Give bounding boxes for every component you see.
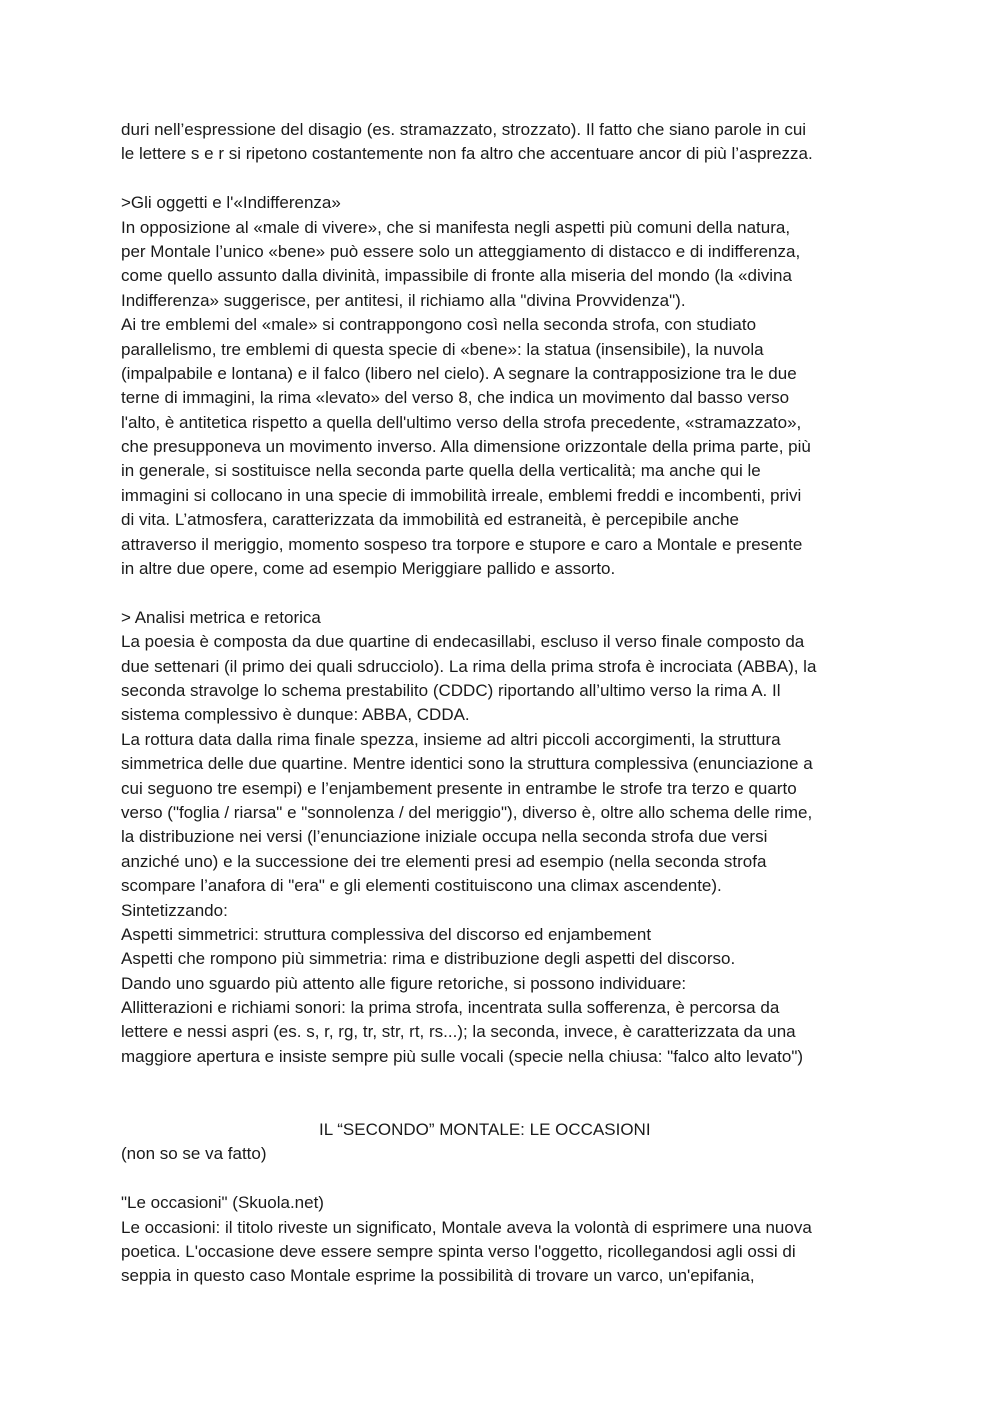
text-line: in altre due opere, come ad esempio Meriggiare pallido e assorto.: [121, 559, 616, 579]
text-line: (non so se va fatto): [121, 1144, 267, 1164]
text-line: Dando uno sguardo più attento alle figure retoriche, si possono individuare:: [121, 973, 687, 993]
text-line: terne di immagini, la rima «levato» del verso 8, che indica un movimento dal basso verso: [121, 388, 790, 408]
text-line: immagini si collocano in una specie di immobilità irreale, emblemi freddi e incombenti, privi: [121, 485, 802, 505]
text-line: >Gli oggetti e l'«Indifferenza»: [121, 193, 341, 213]
text-line: Aspetti che rompono più simmetria: rima e distribuzione degli aspetti del discorso.: [121, 949, 736, 969]
text-line: verso ("foglia / riarsa" e "sonnolenza / del meriggio"), diverso è, oltre allo schema delle rime,: [121, 802, 813, 822]
text-line: Le occasioni: il titolo riveste un significato, Montale aveva la volontà di esprimere una nuova: [121, 1217, 812, 1237]
text-line: per Montale l’unico «bene» può essere solo un atteggiamento di distacco e di indifferenza,: [121, 241, 801, 261]
text-line: sistema complessivo è dunque: ABBA, CDDA.: [121, 705, 470, 725]
text-line: "Le occasioni" (Skuola.net): [121, 1193, 324, 1213]
text-line: Ai tre emblemi del «male» si contrappongono così nella seconda strofa, con studiato: [121, 315, 757, 335]
text-line: Aspetti simmetrici: struttura complessiva del discorso ed enjambement: [121, 924, 652, 944]
text-line: La rottura data dalla rima finale spezza, insieme ad altri piccoli accorgimenti, la struttura: [121, 729, 781, 749]
text-line: Sintetizzando:: [121, 900, 228, 920]
text-line: scompare l’anafora di "era" e gli elementi costituiscono una climax ascendente).: [121, 876, 722, 896]
blank-line: [121, 1069, 891, 1118]
text-line: in generale, si sostituisce nella seconda parte quella della verticalità; ma anche qui le: [121, 461, 761, 481]
section-heading: IL “SECONDO” MONTALE: LE OCCASIONI: [319, 1120, 651, 1140]
text-line: seconda stravolge lo schema prestabilito (CDDC) riportando all’ultimo verso la rima A. Il: [121, 680, 781, 700]
text-line: due settenari (il primo dei quali sdrucciolo). La rima della prima strofa è incrociata (ABBA), la: [121, 656, 817, 676]
text-line: La poesia è composta da due quartine di endecasillabi, escluso il verso finale composto da: [121, 632, 805, 652]
text-line: (impalpabile e lontana) e il falco (libero nel cielo). A segnare la contrapposizione tra le due: [121, 363, 797, 383]
text-line: cui seguono tre esempi) e l’enjambement presente in entrambe le strofe tra terzo e quarto: [121, 778, 797, 798]
text-line: come quello assunto dalla divinità, impassibile di fronte alla miseria del mondo (la «divina: [121, 266, 792, 286]
text-line: Indifferenza» suggerisce, per antitesi, il richiamo alla "divina Provvidenza").: [121, 290, 686, 310]
text-line: anziché uno) e la successione dei tre elementi presi ad esempio (nella seconda strofa: [121, 851, 767, 871]
text-line: duri nell’espressione del disagio (es. stramazzato, strozzato). Il fatto che siano parole in cui: [121, 120, 807, 139]
document-page: [121, 118, 891, 1289]
text-line: maggiore apertura e insiste sempre più sulle vocali (specie nella chiusa: "falco alto levato"): [121, 1046, 804, 1066]
text-line: lettere e nessi aspri (es. s, r, rg, tr, str, rt, rs...); la seconda, invece, è caratterizzata da una: [121, 1022, 796, 1042]
text-line: la distribuzione nei versi (l’enunciazione iniziale occupa nella seconda strofa due versi: [121, 827, 768, 847]
text-line: seppia in questo caso Montale esprime la possibilità di trovare un varco, un'epifania,: [121, 1266, 755, 1286]
text-line: > Analisi metrica e retorica: [121, 607, 321, 627]
text-line: parallelismo, tre emblemi di questa specie di «bene»: la statua (insensibile), la nuvola: [121, 339, 764, 359]
text-line: Allitterazioni e richiami sonori: la prima strofa, incentrata sulla sofferenza, è percorsa da: [121, 998, 780, 1018]
text-line: che presupponeva un movimento inverso. Alla dimensione orizzontale della prima parte, più: [121, 437, 811, 457]
text-line: l'alto, è antitetica rispetto a quella dell'ultimo verso della strofa precedente, «stramazzato»,: [121, 412, 802, 432]
text-line: attraverso il meriggio, momento sospeso tra torpore e stupore e caro a Montale e presente: [121, 534, 803, 554]
blank-line: [121, 167, 891, 191]
blank-line: [121, 1167, 891, 1191]
blank-line: [121, 581, 891, 605]
text-line: simmetrica delle due quartine. Mentre identici sono la struttura complessiva (enunciazione a: [121, 754, 813, 774]
text-line: di vita. L’atmosfera, caratterizzata da immobilità ed estraneità, è percepibile anche: [121, 510, 739, 530]
text-line: In opposizione al «male di vivere», che si manifesta negli aspetti più comuni della natura,: [121, 217, 791, 237]
text-line: poetica. L'occasione deve essere sempre spinta verso l'oggetto, ricollegandosi agli ossi di: [121, 1241, 796, 1261]
text-line: le lettere s e r si ripetono costantemente non fa altro che accentuare ancor di più l’asprezza.: [121, 144, 813, 164]
